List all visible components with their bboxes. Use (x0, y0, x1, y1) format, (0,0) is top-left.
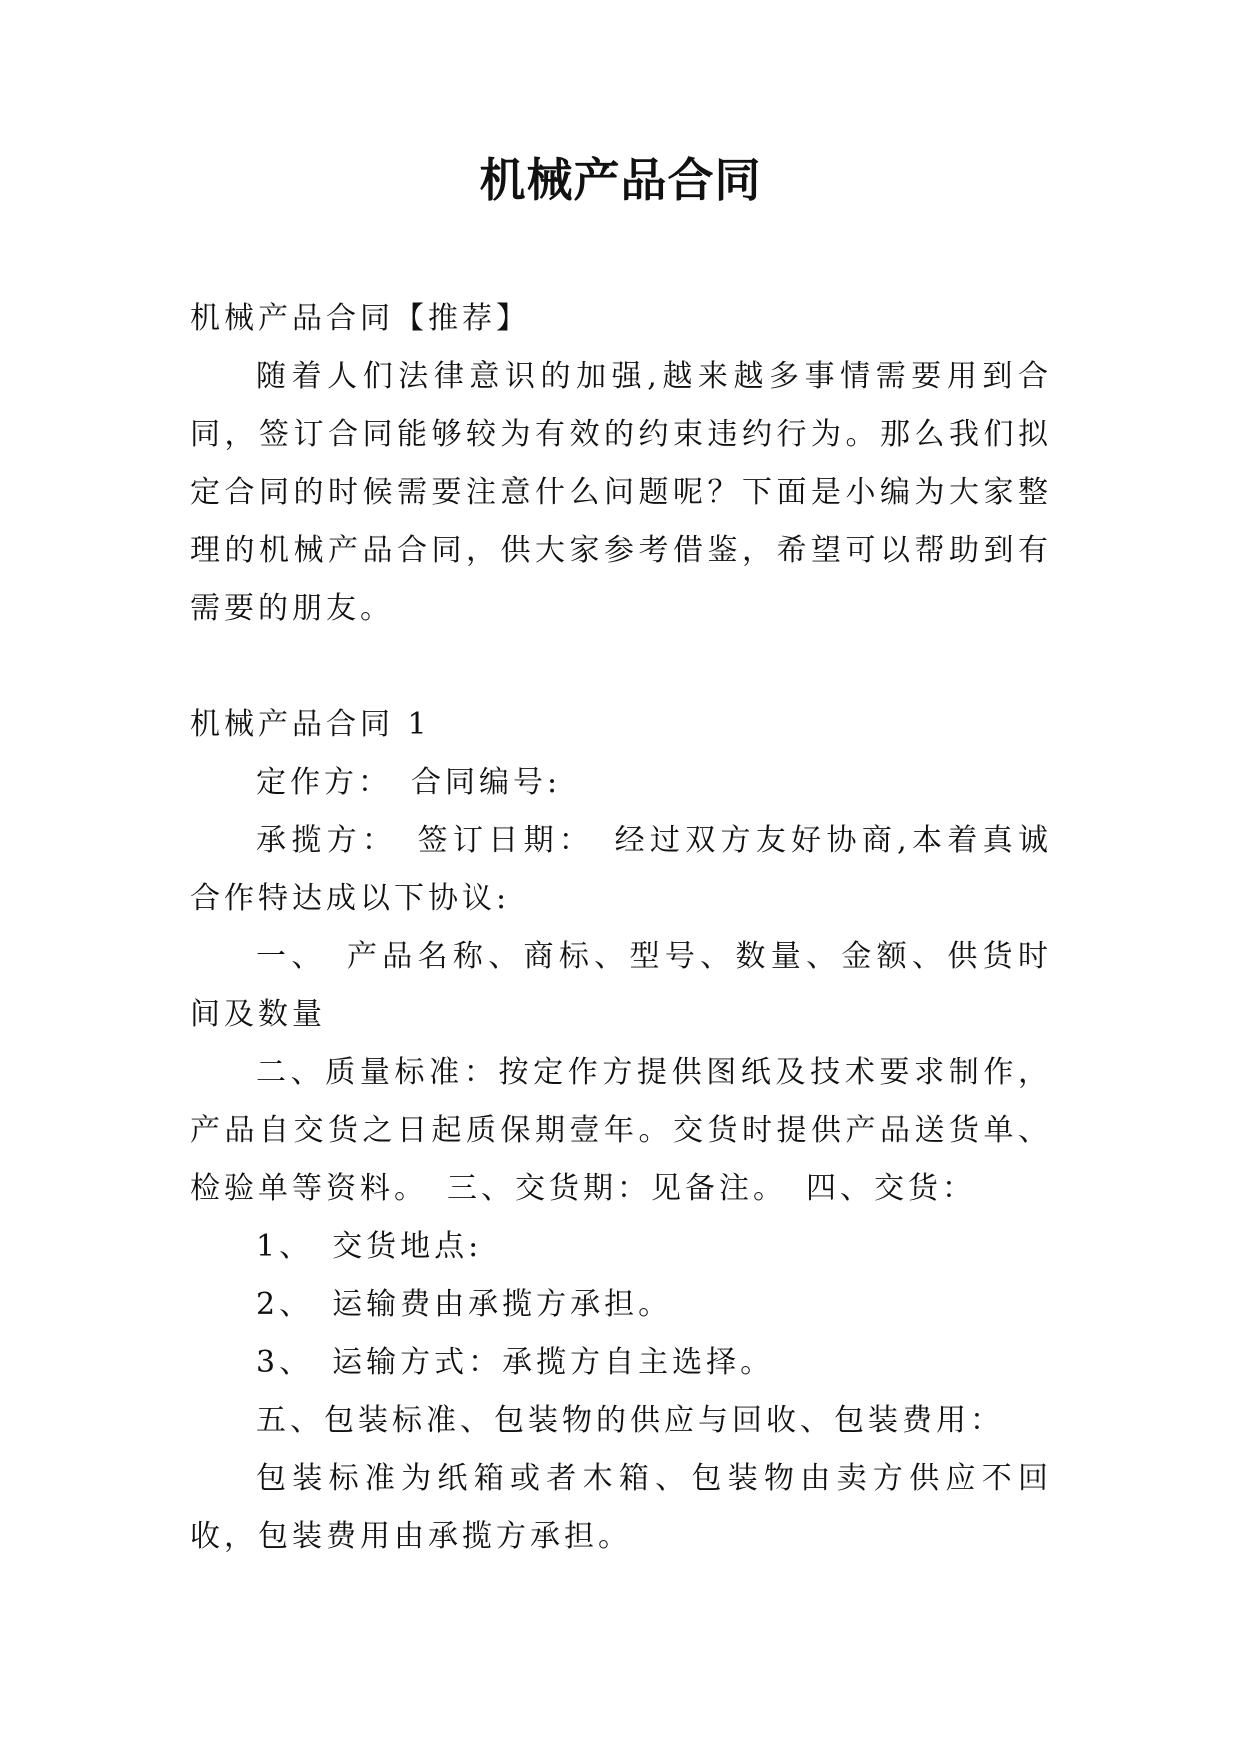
section-title: 机械产品合同 1 (190, 707, 431, 742)
document-body (190, 290, 1052, 1566)
paragraph-clause-2: 二、质量标准：按定作方提供图纸及技术要求制作，产品自交货之日起质保期壹年。交货时提供产品送货单、检验单等资料。 三、交货期：见备注。 四、交货： (190, 1055, 1052, 1206)
paragraph-party-a: 定作方： 合同编号: (256, 765, 562, 800)
intro-paragraph: 随着人们法律意识的加强,越来越多事情需要用到合同，签订合同能够较为有效的约束违约行为。那么我们拟定合同的时候需要注意什么问题呢？下面是小编为大家整理的机械产品合同，供大家参考借鉴，希望可以帮助到有需要的朋友。 (190, 359, 1052, 626)
document-subtitle: 机械产品合同【推荐】 (190, 301, 530, 336)
paragraph-clause-1: 一、 产品名称、商标、型号、数量、金额、供货时间及数量 (190, 939, 1052, 1032)
paragraph-clause-5: 五、包装标准、包装物的供应与回收、包装费用： (256, 1403, 1004, 1438)
document-title: 机械产品合同 (479, 153, 762, 207)
paragraph-item-2: 2、 运输费由承揽方承担。 (256, 1287, 673, 1322)
paragraph-packaging: 包装标准为纸箱或者木箱、包装物由卖方供应不回收，包装费用由承揽方承担。 (190, 1461, 1052, 1554)
paragraph-gap (190, 638, 1052, 696)
paragraph-item-3: 3、 运输方式：承揽方自主选择。 (256, 1345, 775, 1380)
paragraph-item-1: 1、 交货地点: (256, 1229, 483, 1264)
paragraph-party-b: 承揽方： 签订日期： 经过双方友好协商,本着真诚合作特达成以下协议: (190, 823, 1052, 916)
